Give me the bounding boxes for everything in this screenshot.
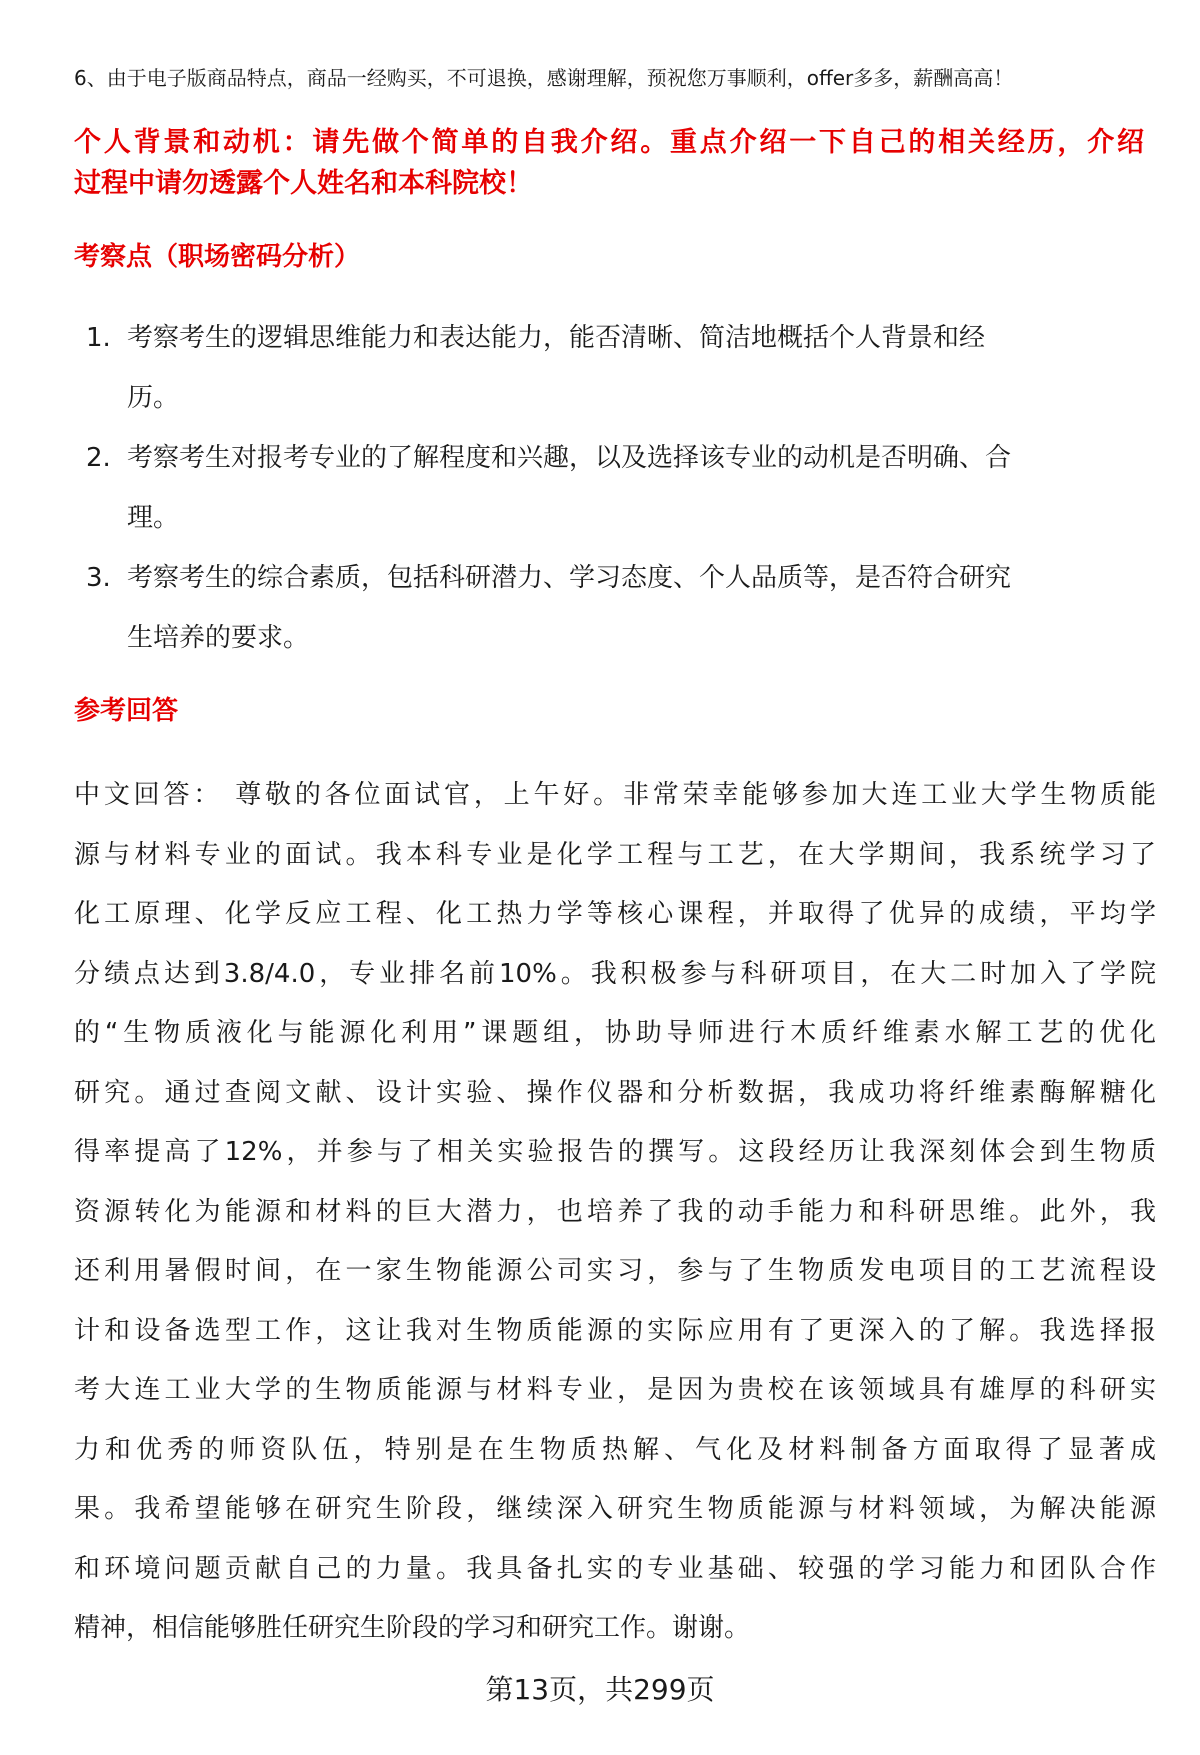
answer-line: 源与材料专业的面试。我本科专业是化学工程与工艺，在大学期间，我系统学习了: [74, 839, 1156, 870]
analysis-item: [74, 308, 1154, 428]
item-line: 历。: [127, 383, 180, 413]
disclaimer-note: 6、由于电子版商品特点，商品一经购买，不可退换，感谢理解，预祝您万事顺利，offer多多，薪酬高高！: [74, 66, 1014, 90]
item-number: 2.: [86, 443, 111, 473]
answer-line: 考大连工业大学的生物质能源与材料专业，是因为贵校在该领域具有雄厚的科研实: [74, 1375, 1156, 1405]
answer-line: 中文回答： 尊敬的各位面试官，上午好。非常荣幸能够参加大连工业大学生物质能: [74, 780, 1156, 810]
answer-body: [74, 766, 1156, 1659]
answer-line: 分绩点达到3.8/4.0，专业排名前10%。我积极参与科研项目，在大二时加入了学院: [74, 958, 1156, 989]
analysis-item: [74, 428, 1154, 548]
analysis-item: [74, 548, 1154, 668]
item-number: 1.: [86, 323, 111, 353]
answer-line: 资源转化为能源和材料的巨大潜力，也培养了我的动手能力和科研思维。此外，我: [74, 1196, 1156, 1227]
answer-line: 的“生物质液化与能源化利用”课题组，协助导师进行木质纤维素水解工艺的优化: [74, 1018, 1156, 1048]
analysis-list: [74, 308, 1154, 668]
page-number: 第13页，共299页: [485, 1673, 715, 1706]
answer-line: 研究。通过查阅文献、设计实验、操作仪器和分析数据，我成功将纤维素酶解糖化: [74, 1077, 1156, 1108]
answer-heading: 参考回答: [74, 696, 179, 726]
answer-line: 力和优秀的师资队伍，特别是在生物质热解、气化及材料制备方面取得了显著成: [74, 1434, 1156, 1465]
question-line: 个人背景和动机：请先做个简单的自我介绍。重点介绍一下自己的相关经历，介绍: [74, 127, 1144, 158]
question-line: 过程中请勿透露个人姓名和本科院校！: [74, 168, 533, 199]
item-number: 3.: [86, 563, 111, 593]
analysis-heading: 考察点（职场密码分析）: [74, 242, 361, 272]
answer-line: 得率提高了12%，并参与了相关实验报告的撰写。这段经历让我深刻体会到生物质: [74, 1137, 1156, 1167]
item-line: 考察考生的逻辑思维能力和表达能力，能否清晰、简洁地概括个人背景和经: [127, 323, 986, 353]
item-line: 生培养的要求。: [127, 623, 310, 653]
answer-line: 计和设备选型工作，这让我对生物质能源的实际应用有了更深入的了解。我选择报: [74, 1315, 1156, 1346]
item-line: 考察考生对报考专业的了解程度和兴趣，以及选择该专业的动机是否明确、合: [127, 443, 1012, 473]
answer-line: 精神，相信能够胜任研究生阶段的学习和研究工作。谢谢。: [74, 1613, 751, 1643]
answer-line: 和环境问题贡献自己的力量。我具备扎实的专业基础、较强的学习能力和团队合作: [74, 1553, 1156, 1584]
item-line: 理。: [127, 503, 180, 533]
answer-line: 果。我希望能够在研究生阶段，继续深入研究生物质能源与材料领域，为解决能源: [74, 1494, 1156, 1524]
answer-line: 化工原理、化学反应工程、化工热力学等核心课程，并取得了优异的成绩，平均学: [74, 899, 1156, 929]
question-heading: [74, 122, 1144, 204]
answer-line: 还利用暑假时间，在一家生物能源公司实习，参与了生物质发电项目的工艺流程设: [74, 1256, 1156, 1286]
item-line: 考察考生的综合素质，包括科研潜力、学习态度、个人品质等，是否符合研究: [127, 563, 1012, 593]
